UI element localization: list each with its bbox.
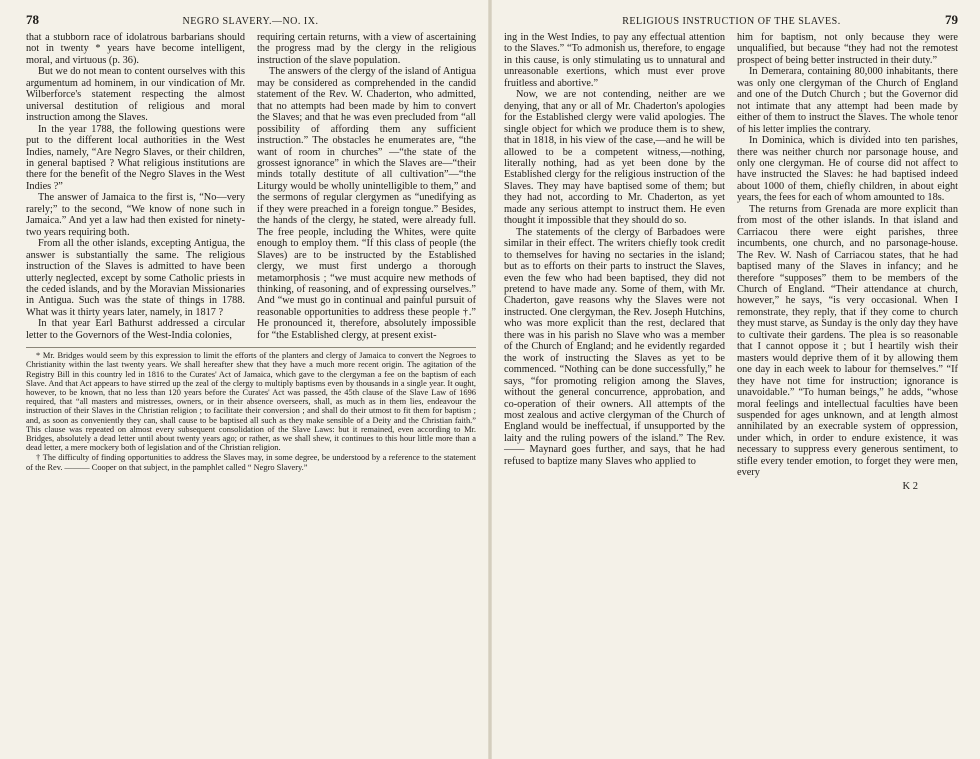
- footnote: * Mr. Bridges would seem by this expression to limit the efforts of the planters and clergy of Jamaica to convert the Negroes to Christianity within the last twenty years. We shall hereafter shew that they have a much more recent origin. The agitation of the Registry Bill in this country led in 1816 to the Curates' Act of Jamaica, which gave to the clergyman a fee on the baptism of each Slave. And that Act appears to have stirred up the zeal of the clergy to multiply baptisms even by thousands in a single year. It ought, however, to be known, that no less than 120 years before the Curates' Act was passed, the 45th clause of the Slave Law of 1696 required, that “all masters and mistresses, owners, or in their absence overseers, shall, as much as in them lies, endeavour the instruction of their Slaves in the Christian religion ; to facilitate their conversion ; and shall do their utmost to fit them for baptism ; and, as soon as conveniently they can, shall cause to be baptised all such as they make sensible of a Deity and the Christian faith.” This clause was repeated on almost every subsequent consolidation of the Slave Laws: but it remained, even according to Mr. Bridges, absolutely a dead letter until about twenty years ago; or rather, as we shall shew, it continues to this hour little more than a dead letter, a mere mockery both of legislation and of the Christian religion.: [26, 351, 476, 453]
- left-running-head: NEGRO SLAVERY.—NO. IX.: [182, 16, 319, 27]
- paragraph: The answers of the clergy of the island of Antigua may be considered as comprehended in the candid statement of the Rev. W. Chaderton, who admitted, that no attempts had been made by him to convert the Slaves; and that he was even precluded from “all possibility of affording them any sufficient instruction.” The obstacles he enumerates are, “the want of room in churches” —“the state of the grossest ignorance” in which the Slaves are—“their minds totally destitute of all cultivation”—“the Liturgy would be wholly unintelligible to them,” and the sermons of regular clergymen as “unedifying as if they were preached in a foreign tongue.” Besides, the hands of the clergy, he stated, were already full. The free people, including the Whites, were quite enough to employ them. “If this class of people (the Slaves) are to be instructed by the Established clergy, we must first undergo a thorough metamorphosis ; “we must acquire new methods of thinking, of reasoning, and of expressing ourselves.” And “we must go in continual and painful pursuit of reasonable opportunities to address these people †.” He pronounced it, therefore, absolutely impossible for “the Established clergy, at present exist-: [257, 66, 476, 341]
- left-footnotes: [26, 347, 476, 472]
- footnote: † The difficulty of finding opportunities to address the Slaves may, in some degree, be understood by a reference to the statement of the Rev. ——— Cooper on that subject, in the pamphlet called “ Negro Slavery.”: [26, 453, 476, 472]
- signature-mark: K 2: [902, 480, 918, 492]
- paragraph: The returns from Grenada are more explicit than from most of the other islands. In that island and Carriacou there were eight parishes, three incumbents, one church, and no parsonage-house. The Rev. W. Nash of Carriacou states, that he had baptised many of the Slaves in infancy; and he therefore “supposes” them to be members of the Church of England. “Their attendance at church, however,” he says, “is very occasional. When I remonstrate, they reply, that if they come to church they must starve, as Sunday is the only day they have to cultivate their gardens. The plea is so reasonable that I cannot oppose it ; but I heartily wish their masters would deprive them of it by allowing them one day in each week to labour for themselves.” “If they have not time for instruction; ignorance is unavoidable.” “To human beings,” he adds, “whose moral feelings and intellectual faculties have been suspended for ages unknown, and at length almost annihilated by an execrable system of oppression, under which, in order to endure existence, it was necessary to suppress every generous sentiment, to stifle every tender emotion, to forget they were men, every: [737, 203, 958, 479]
- paragraph: him for baptism, not only because they were unqualified, but because “they had not the remotest prospect of being better instructed in their duty.”: [737, 32, 958, 66]
- paragraph: From all the other islands, excepting Antigua, the answer is substantially the same. The religious instruction of the Slaves is admitted to have been utterly neglected, except by some Catholic priests in the ceded islands, and by the Moravian Missionaries in Antigua. Such was the state of things in 1788. What was it thirty years later, namely, in 1817 ?: [26, 238, 245, 318]
- paragraph: But we do not mean to content ourselves with this argumentum ad hominem, in our vindication of Mr. Wilberforce's statement respecting the almost universal destitution of religious and moral instruction among the Slaves.: [26, 66, 245, 124]
- paragraph: Now, we are not contending, neither are we denying, that any or all of Mr. Chaderton's apologies for the Established clergy were valid apologies. The single object for which we produce them is to shew, that in 1818, in his view of the case,—and he will be allowed to be a competent witness,—nothing, literally nothing, had as yet been done by the Established clergy for the religious instruction of the Slaves. They may have baptised some of them; but they had not, according to Mr. Chaderton, as yet made any serious attempt to instruct them. He even thought it impossible that they should do so.: [504, 89, 725, 227]
- paragraph: In that year Earl Bathurst addressed a circular letter to the Governors of the West-India colonies,: [26, 318, 245, 341]
- right-column-1: [504, 32, 725, 492]
- paragraph: requiring certain returns, with a view of ascertaining the progress mad by the clergy in the religious instruction of the slave population.: [257, 32, 476, 66]
- paragraph: In Demerara, containing 80,000 inhabitants, there was only one clergyman of the Church of England and one of the Dutch Church ; but the Governor did not intimate that any attempt had been made by either of them to instruct the Slaves. The whole tenor of his letter implies the contrary.: [737, 66, 958, 135]
- paragraph: In the year 1788, the following questions were put to the different local authorities in the West Indies, namely, “Are Negro Slaves, or their children, in general baptised ? What religious institutions are there for the benefit of the Negro Slaves in the West Indies ?”: [26, 123, 245, 192]
- right-page-number: 79: [944, 12, 958, 27]
- paragraph: The statements of the clergy of Barbadoes were similar in their effect. The writers chiefly took credit to themselves for having no sectaries in the island; but as to efforts on their parts to instruct the Slaves, even the few who had been baptised, they did not pretend to have made any. Some of them, with Mr. Chaderton, gave reasons why the Slaves were not instructed. One clergyman, the Rev. Joseph Hutchins, who was more explicit than the rest, declared that there was in his parish no Slave who was a member of the Church of England; and he evidently regarded the work of instructing the Slaves as yet to be commenced. “Nothing can be done successfully,” he says, “for promoting religion among the Slaves, without the general concurrence, approbation, and co-operation of their owners. All attempts of the most zealous and active clergyman of the Church of England would be ineffectual, if unsupported by the laity and the ruling powers of the island.” The Rev. —— Maynard goes further, and says, that he had refused to baptize many Slaves who applied to: [504, 226, 725, 467]
- right-page-columns: [504, 32, 958, 492]
- paragraph: The answer of Jamaica to the first is, “No—very rarely;” to the second, “We know of none such in Jamaica.” And yet a law had then existed for ninety-two years requiring both.: [26, 192, 245, 238]
- paragraph: In Dominica, which is divided into ten parishes, there was neither church nor parsonage house, and only one clergyman. He of course did not affect to have instructed the Slaves: he had baptised indeed about 1000 of them, chiefly children, in about eight years, the fees for each of whom amounted to 18s.: [737, 135, 958, 204]
- right-page: [490, 0, 980, 759]
- right-column-2: [737, 32, 958, 492]
- left-page-columns: [26, 32, 476, 341]
- right-page-header: [504, 12, 958, 28]
- left-column-1: [26, 32, 245, 341]
- left-page-number: 78: [26, 12, 39, 27]
- left-page-header: [26, 12, 476, 28]
- left-column-2: [257, 32, 476, 341]
- paragraph: ing in the West Indies, to pay any effectual attention to the Slaves.” “To admonish us, therefore, to engage in this cause, is only stimulating us to unnatural and unreasonable exertions, which must ever prove fruitless and abortive.”: [504, 32, 725, 89]
- paragraph: that a stubborn race of idolatrous barbarians should not in twenty * years have become intelligent, moral, and virtuous (p. 36).: [26, 32, 245, 66]
- right-running-head: RELIGIOUS INSTRUCTION OF THE SLAVES.: [622, 16, 841, 27]
